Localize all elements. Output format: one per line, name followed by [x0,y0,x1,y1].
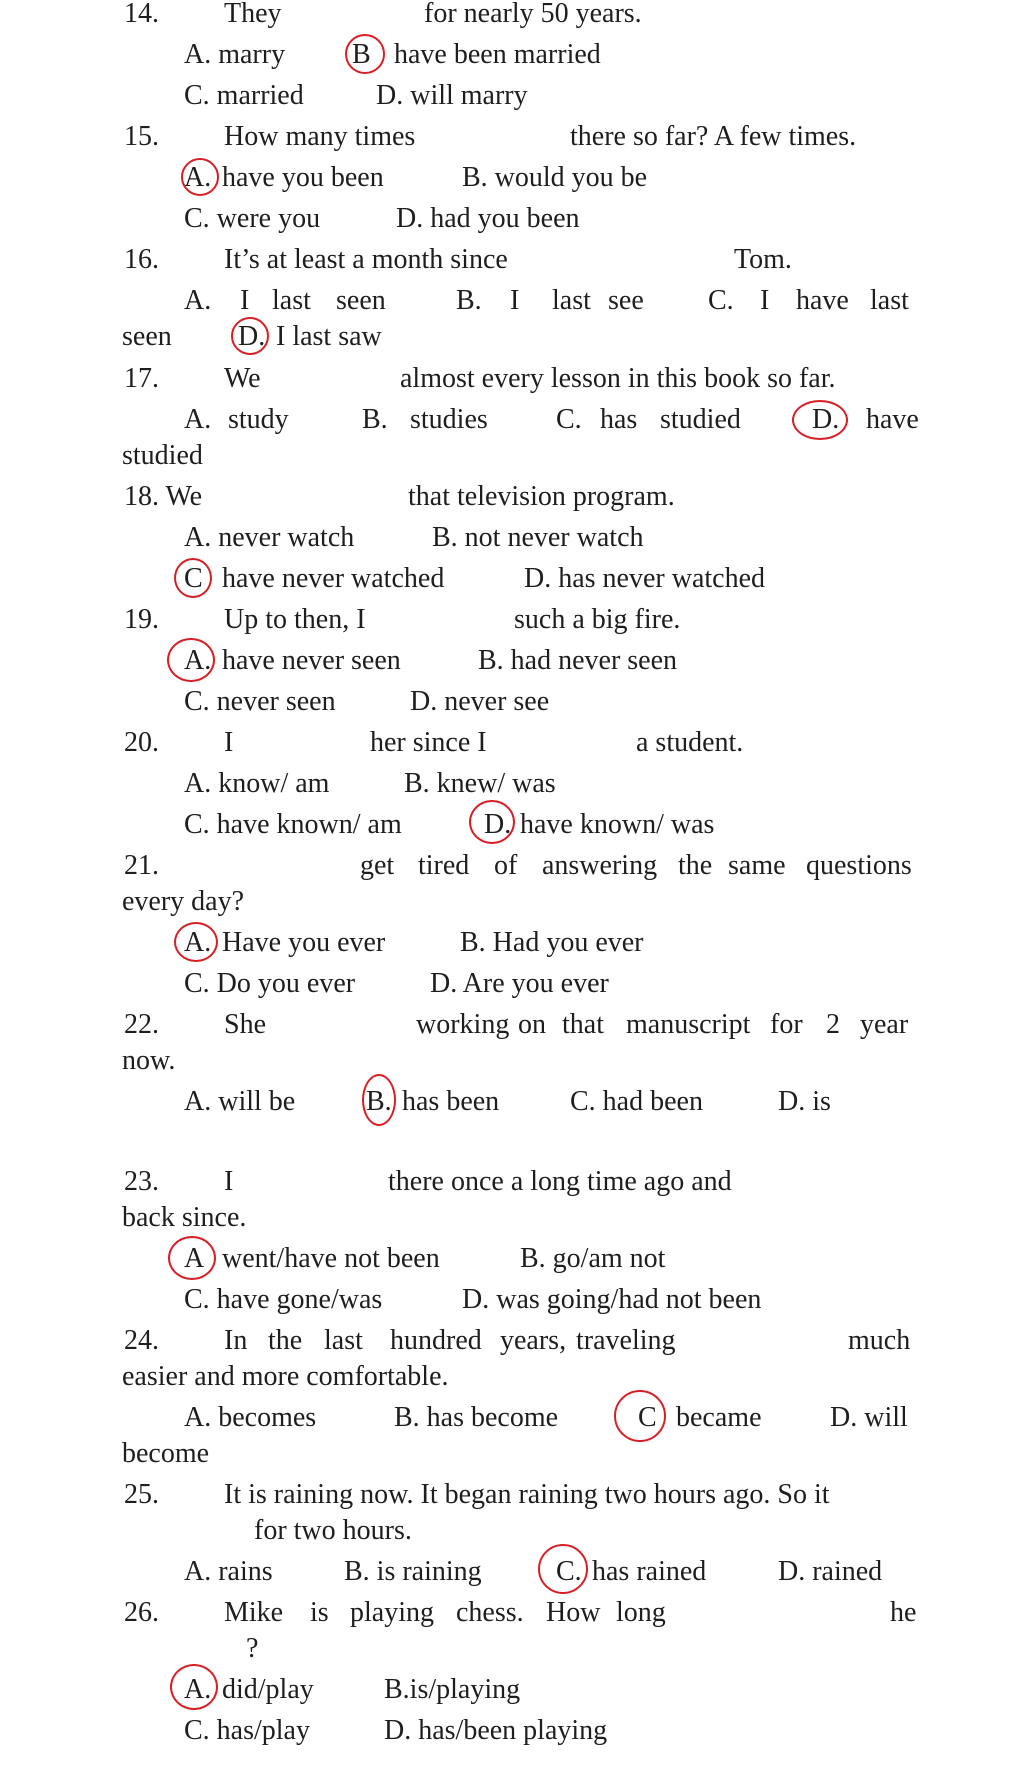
q19-option-a-text: have never seen [222,645,401,676]
q17-option-b-text: studies [410,404,488,435]
q17-option-d-letter: D. [812,404,840,435]
q24-option-d: D. will [830,1402,908,1433]
q22-stem-start: She [224,1009,266,1040]
q14-option-a: A. marry [184,39,286,70]
q19-option-b: B. had never seen [478,645,678,676]
q15-option-c: C. were you [184,203,321,234]
q22-option-c: C. had been [570,1086,703,1117]
q25-option-a: A. rains [184,1556,273,1587]
q20-stem-start: I [224,727,234,758]
q20-option-a: A. know/ am [184,768,330,799]
q16-option-c-wrap: seen [122,321,172,352]
q15-stem-start: How many times [224,121,416,152]
q21-stem-word2: tired [418,850,470,881]
q26-stem-word4: chess. [456,1597,524,1628]
q26-stem-word6: long [616,1597,666,1628]
q20-option-c: C. have known/ am [184,809,402,840]
q15-option-a-text: have you been [222,162,384,193]
q15-stem-end: there so far? A few times. [570,121,857,152]
q20-option-b: B. knew/ was [404,768,556,799]
q26-option-a-letter: A. [184,1674,212,1705]
q22-option-d: D. is [778,1086,831,1117]
q22-stem-word2: on [518,1009,546,1040]
q24-option-a: A. becomes [184,1402,317,1433]
q21-stem-word4: answering [542,850,658,881]
q21-option-a-letter: A. [184,927,212,958]
q24-option-d-wrap: become [122,1438,210,1469]
q26-stem-word1: Mike [224,1597,284,1628]
q18-option-c-letter: C [184,563,203,594]
q14-number: 14. [124,0,159,29]
q24-stem-word2: the [268,1325,303,1356]
q15-option-d: D. had you been [396,203,580,234]
q19-option-d: D. never see [410,686,550,717]
q22-option-b-text: has been [402,1086,500,1117]
q22-option-b-letter: B. [366,1086,392,1117]
q26-number: 26. [124,1597,159,1628]
q21-stem-word6: same [728,850,786,881]
q24-option-c-text: became [676,1402,762,1433]
q17-option-c-letter: C. [556,404,582,435]
q20-option-d-text: have known/ was [520,809,715,840]
q16-option-c-word1: I [760,285,770,316]
q17-stem-start: We [224,363,261,394]
q18-option-d: D. has never watched [524,563,766,594]
q22-stem-wrap: now. [122,1045,176,1076]
q18-option-b: B. not never watch [432,522,644,553]
q17-number: 17. [124,363,159,394]
q14-stem-start: They [224,0,282,29]
q25-option-b: B. is raining [344,1556,482,1587]
q21-stem-word3: of [494,850,518,881]
q22-stem-word3: that [562,1009,604,1040]
q24-stem-word3: last [324,1325,363,1356]
q16-option-c-word3: last [870,285,909,316]
q24-stem-word1: In [224,1325,248,1356]
q26-stem-word3: playing [350,1597,434,1628]
q21-option-c: C. Do you ever [184,968,356,999]
q16-option-b-word3: see [608,285,644,316]
q23-option-a-text: went/have not been [222,1243,440,1274]
q21-number: 21. [124,850,159,881]
q25-number: 25. [124,1479,159,1510]
q26-stem-end: he [890,1597,917,1628]
q14-option-c: C. married [184,80,304,111]
q16-option-a-word3: seen [336,285,386,316]
q24-number: 24. [124,1325,159,1356]
q25-stem: It is raining now. It began raining two hours ago. So it [224,1479,830,1510]
q23-option-b: B. go/am not [520,1243,666,1274]
q19-option-a-letter: A. [184,645,212,676]
q18-stem-end: that television program. [408,481,675,512]
q24-stem-word6: traveling [576,1325,676,1356]
q23-option-d: D. was going/had not been [462,1284,762,1315]
q22-stem-word5: for [770,1009,803,1040]
q16-option-b-word1: I [510,285,520,316]
q26-stem-word5: How [546,1597,601,1628]
q23-stem-end: there once a long time ago and [388,1166,732,1197]
q26-option-c: C. has/play [184,1715,310,1746]
q21-stem-word1: get [360,850,395,881]
q22-stem-word4: manuscript [626,1009,751,1040]
q15-option-a-letter: A. [184,162,212,193]
q22-stem-word1: working [416,1009,510,1040]
q15-number: 15. [124,121,159,152]
q23-stem-wrap: back since. [122,1202,247,1233]
q24-stem-end: much [848,1325,911,1356]
q16-stem-end: Tom. [734,244,792,275]
q21-stem-wrap: every day? [122,886,245,917]
q16-option-c-letter: C. [708,285,734,316]
q16-option-c-word2: have [796,285,849,316]
q19-stem-start: Up to then, I [224,604,366,635]
q15-option-b: B. would you be [462,162,648,193]
q26-option-a-text: did/play [222,1674,314,1705]
q20-number: 20. [124,727,159,758]
q18-option-a: A. never watch [184,522,355,553]
q26-option-b: B.is/playing [384,1674,521,1705]
q26-option-d: D. has/been playing [384,1715,608,1746]
q18-option-c-text: have never watched [222,563,445,594]
q14-option-b-text: have been married [394,39,601,70]
q16-option-a-letter: A. [184,285,212,316]
q25-option-c-text: has rained [592,1556,707,1587]
q17-option-d-wrap: studied [122,440,203,471]
q16-option-a-word1: I [240,285,250,316]
q19-option-c: C. never seen [184,686,336,717]
q14-stem-end: for nearly 50 years. [424,0,642,29]
q18-number: 18. We [124,481,203,512]
q19-stem-end: such a big fire. [514,604,681,635]
q17-stem-end: almost every lesson in this book so far. [400,363,836,394]
q26-stem-word2: is [310,1597,329,1628]
q24-stem-wrap: easier and more comfortable. [122,1361,449,1392]
q24-option-b: B. has become [394,1402,559,1433]
q16-stem-start: It’s at least a month since [224,244,508,275]
q21-option-d: D. Are you ever [430,968,609,999]
q14-option-b-letter: B [352,39,371,70]
q21-option-a-text: Have you ever [222,927,386,958]
q21-stem-word5: the [678,850,713,881]
q25-stem-wrap: for two hours. [254,1515,412,1546]
q22-stem-word6: 2 [826,1009,840,1040]
q17-option-a-letter: A. [184,404,212,435]
q25-option-d: D. rained [778,1556,883,1587]
q16-option-d-letter: D. [238,321,266,352]
q14-option-d: D. will marry [376,80,528,111]
q20-option-d-letter: D. [484,809,512,840]
q16-option-b-letter: B. [456,285,482,316]
q17-option-b-letter: B. [362,404,388,435]
q16-option-a-word2: last [272,285,311,316]
q21-stem-word7: questions [806,850,912,881]
q25-option-c-letter: C. [556,1556,582,1587]
q20-stem-end: a student. [636,727,744,758]
q16-option-b-word2: last [552,285,591,316]
q22-option-a: A. will be [184,1086,296,1117]
q21-option-b: B. Had you ever [460,927,644,958]
q24-stem-word4: hundred [390,1325,482,1356]
q23-stem-start: I [224,1166,234,1197]
q17-option-a-text: study [228,404,289,435]
q24-option-c-letter: C [638,1402,657,1433]
q23-number: 23. [124,1166,159,1197]
q24-stem-word5: years, [500,1325,567,1356]
q20-stem-middle: her since I [370,727,487,758]
q17-option-c-word1: has [600,404,638,435]
q23-option-a-letter: A [184,1243,205,1274]
q17-option-c-word2: studied [660,404,741,435]
q26-stem-wrap: ? [246,1633,259,1664]
q23-option-c: C. have gone/was [184,1284,383,1315]
q16-option-d-text: I last saw [276,321,382,352]
q16-number: 16. [124,244,159,275]
q19-number: 19. [124,604,159,635]
q17-option-d-text: have [866,404,919,435]
q22-stem-word7: year [860,1009,909,1040]
q22-number: 22. [124,1009,159,1040]
